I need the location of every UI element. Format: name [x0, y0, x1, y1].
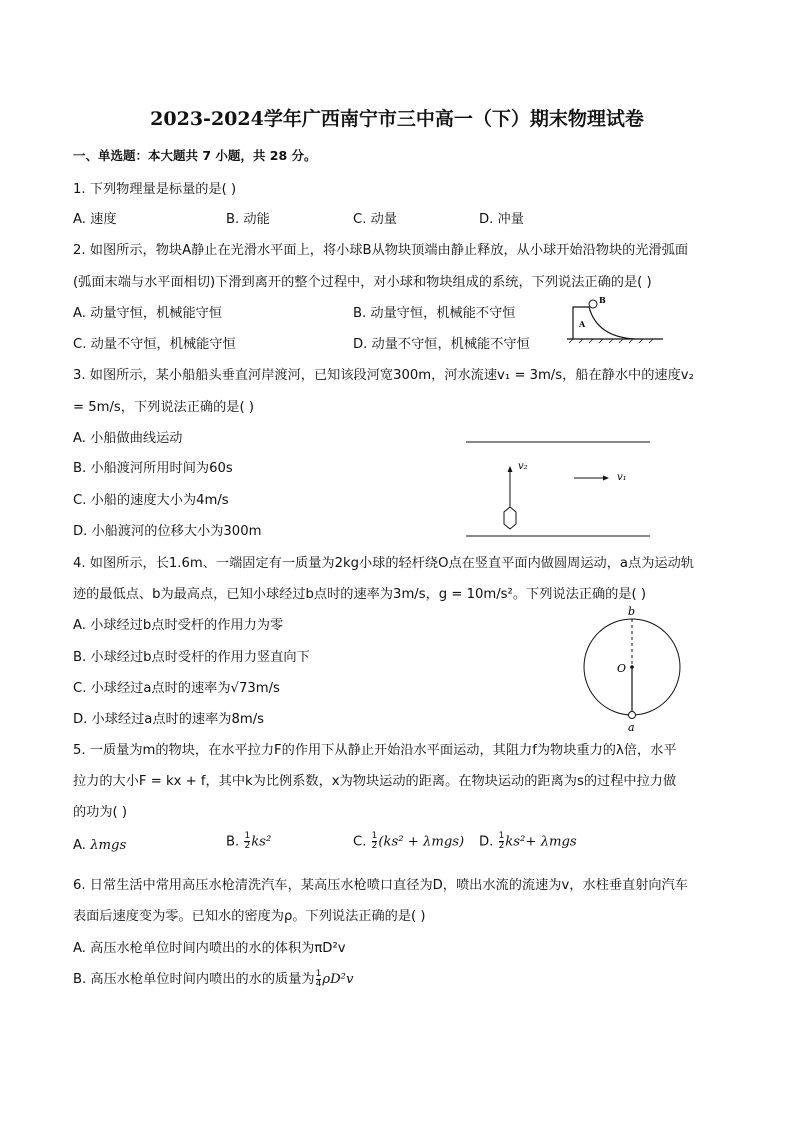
- q3-option-b: B. 小船渡河所用时间为60s: [73, 461, 233, 476]
- q5-option-c-label: C.: [353, 834, 367, 850]
- q4-option-b: B. 小球经过b点时受杆的作用力竖直向下: [73, 650, 310, 665]
- question-1-stem: 1. 下列物理量是标量的是( ): [73, 182, 237, 197]
- q3-option-d: D. 小船渡河的位移大小为300m: [73, 524, 262, 539]
- question-2-line-2: (弧面末端与水平面相切)下滑到离开的整个过程中，对小球和物块组成的系统，下列说法正确的是( ): [73, 275, 652, 290]
- q3-label-v1: v₁: [617, 472, 627, 483]
- fraction-denominator: 2: [498, 841, 505, 851]
- section-heading-single-choice: 一、单选题：本大题共 7 小题，共 28 分。: [73, 148, 317, 163]
- q2-option-a: A. 动量守恒，机械能守恒: [73, 306, 223, 321]
- q1-option-b: B. 动能: [226, 212, 270, 227]
- q1-option-a: A. 速度: [73, 212, 117, 227]
- q4-figure-circle: [578, 602, 688, 734]
- q5-option-b-label: B.: [226, 834, 240, 850]
- q5-option-d-expr-b: + λmgs: [525, 834, 577, 850]
- q2-ground-hatch: [569, 339, 653, 343]
- q6-option-b-text: B. 高压水枪单位时间内喷出的水的质量为: [73, 972, 315, 987]
- q4-label-o: O: [617, 662, 627, 675]
- question-5-line-2: 拉力的大小F = kx + f，其中k为比例系数，x为物块运动的距离。在物块运动的距离为s的过程中拉力做: [73, 774, 677, 789]
- q5-option-d: [479, 832, 577, 851]
- q1-option-c: C. 动量: [353, 212, 397, 227]
- q5-option-b-fraction: [244, 832, 250, 851]
- question-5-line-1: 5. 一质量为m的物块，在水平拉力F的作用下从静止开始沿水平面运动，其阻力f为物块重力的λ倍，水平: [73, 743, 677, 758]
- q6-option-a: A. 高压水枪单位时间内喷出的水的体积为πD²v: [73, 941, 346, 956]
- question-4-line-2: 迹的最低点、b为最高点，已知小球经过b点时的速率为3m/s，g = 10m/s²。下列说法正确的是( ): [73, 587, 646, 602]
- question-5-line-3: 的功为( ): [73, 805, 128, 820]
- fraction-denominator: 4: [315, 978, 322, 989]
- fraction-numerator: 1: [244, 831, 251, 841]
- q4-option-c: C. 小球经过a点时的速率为√73m/s: [73, 681, 280, 696]
- q3-v2-arrow-head: [508, 466, 513, 472]
- question-2-line-1: 2. 如图所示，物块A静止在光滑水平面上，将小球B从物块顶端由静止释放，从小球开始沿物块的光滑弧面: [73, 243, 689, 258]
- q5-option-a: [73, 838, 126, 853]
- q5-option-c-expr: (ks² + λmgs): [378, 834, 465, 850]
- q4-label-b: b: [628, 605, 636, 618]
- q4-pivot-o: [630, 665, 634, 669]
- q4-ball: [629, 712, 636, 719]
- question-3-line-1: 3. 如图所示，某小船船头垂直河岸渡河，已知该段河宽300m，河水流速v₁ = 3m/s，船在静水中的速度v₂: [73, 368, 694, 383]
- question-4-line-1: 4. 如图所示，长1.6m、一端固定有一质量为2kg小球的轻杆绕O点在竖直平面内做圆周运动，a点为运动轨: [73, 556, 694, 571]
- q3-v1-arrow-head: [603, 476, 609, 481]
- q1-option-d: D. 冲量: [479, 212, 524, 227]
- q2-option-c: C. 动量不守恒，机械能守恒: [73, 337, 236, 352]
- q5-option-c: [353, 832, 464, 851]
- q3-option-a: A. 小船做曲线运动: [73, 431, 183, 446]
- q2-ball-b: [589, 300, 597, 308]
- fraction-numerator: 1: [371, 831, 378, 841]
- q4-label-a: a: [628, 721, 635, 734]
- q3-boat: [504, 507, 516, 529]
- question-6-line-1: 6. 日常生活中常用高压水枪清洗汽车，某高压水枪喷口直径为D，喷出水流的流速为v，水柱垂直射向汽车: [73, 878, 688, 893]
- fraction-denominator: 2: [371, 841, 378, 851]
- q5-option-d-expr-a: ks²: [505, 834, 526, 850]
- q4-option-d: D. 小球经过a点时的速率为8m/s: [73, 712, 265, 727]
- q2-label-a: A: [579, 319, 586, 329]
- q5-option-a-label: A.: [73, 838, 86, 853]
- q2-label-b: B: [599, 295, 606, 305]
- fraction-numerator: 1: [498, 831, 505, 841]
- q2-figure-slope-block: [565, 295, 665, 345]
- q3-label-v2: v₂: [518, 461, 528, 472]
- question-3-line-2: = 5m/s，下列说法正确的是( ): [73, 400, 254, 415]
- page-title: 2023-2024学年广西南宁市三中高一（下）期末物理试卷: [150, 108, 644, 130]
- q5-option-c-fraction: [372, 832, 378, 851]
- q2-option-d: D. 动量不守恒，机械能不守恒: [353, 337, 530, 352]
- q3-option-c: C. 小船的速度大小为4m/s: [73, 493, 229, 508]
- q6-option-b-fraction: [316, 970, 322, 989]
- question-6-line-2: 表面后速度变为零。已知水的密度为ρ。下列说法正确的是( ): [73, 909, 426, 924]
- q5-option-b-expr: ks²: [251, 834, 272, 850]
- q2-option-b: B. 动量守恒，机械能不守恒: [353, 306, 516, 321]
- q5-option-d-fraction: [499, 832, 505, 851]
- q6-option-b-expr: ρD²v: [322, 972, 354, 987]
- q5-option-d-label: D.: [479, 834, 494, 850]
- q5-option-a-expr: λmgs: [90, 838, 127, 853]
- fraction-numerator: 1: [315, 968, 322, 979]
- q6-option-b: [73, 968, 353, 989]
- q3-figure-river: [460, 436, 654, 542]
- q4-option-a: A. 小球经过b点时受杆的作用力为零: [73, 618, 284, 633]
- fraction-denominator: 2: [244, 841, 251, 851]
- q5-option-b: [226, 832, 271, 851]
